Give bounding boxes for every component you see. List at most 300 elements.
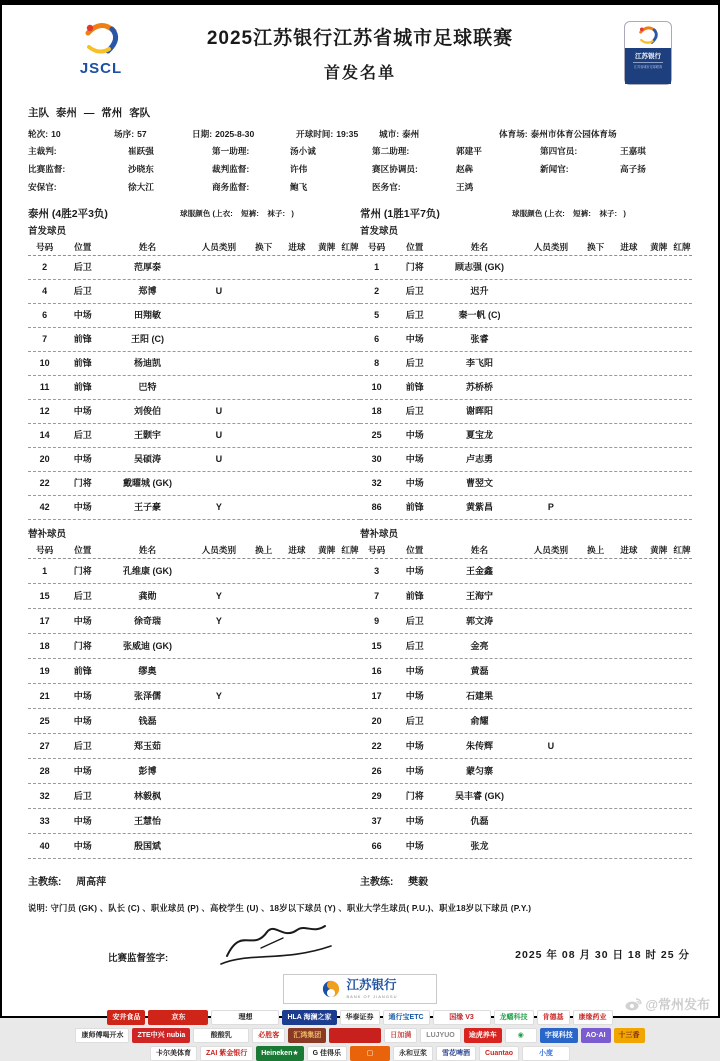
player-rc (340, 809, 360, 833)
player-sub (579, 659, 612, 683)
player-pos: 中场 (405, 666, 424, 676)
official-value: 高子扬 (620, 164, 646, 174)
coaches-bar (28, 873, 692, 888)
player-yc (313, 472, 340, 495)
player-row (28, 400, 360, 424)
player-row (28, 684, 360, 709)
weibo-watermark (625, 994, 710, 1013)
player-rc (340, 834, 360, 858)
player-rc (672, 834, 692, 858)
player-yc (645, 256, 672, 279)
official-label: 新闻官: (540, 164, 569, 174)
player-row (28, 448, 360, 472)
player-num: 32 (371, 478, 382, 488)
player-row (28, 424, 360, 448)
sponsor-chip: 必胜客 (252, 1028, 285, 1043)
sponsor-chip: Heineken★ (256, 1046, 303, 1061)
away-name-record: 常州 (1胜1平7负) (360, 208, 440, 220)
player-num: 19 (39, 666, 50, 676)
sponsor-row-2 (28, 1028, 692, 1043)
player-sub (247, 759, 280, 783)
player-goal (280, 280, 313, 303)
player-goal (280, 376, 313, 399)
player-goal (612, 834, 645, 858)
player-row (360, 759, 692, 784)
player-goal (612, 584, 645, 608)
player-rc (340, 328, 360, 351)
home-starters-label: 首发球员 (28, 226, 67, 237)
sponsor-chip: 安井食品 (107, 1010, 145, 1025)
sponsor-chip (329, 1028, 381, 1043)
player-rc (672, 352, 692, 375)
player-row (360, 559, 692, 584)
player-cat (191, 709, 247, 733)
player-cat: Y (215, 691, 222, 701)
player-rc (340, 424, 360, 447)
player-name: 郑玉茹 (133, 741, 161, 751)
player-pos: 中场 (405, 430, 424, 440)
player-sub (579, 559, 612, 583)
player-pos: 中场 (73, 841, 92, 851)
player-sub (579, 784, 612, 808)
home-coach (28, 873, 360, 888)
player-name: 刘俊伯 (133, 406, 161, 416)
player-name: 殷国斌 (133, 841, 161, 851)
player-yc (313, 496, 340, 519)
official-label: 第四官员: (540, 146, 578, 156)
away-kit-colors: 球服颜色 (上衣: 短裤: 袜子: ) (512, 209, 626, 218)
player-goal (612, 784, 645, 808)
official-label: 商务监督: (212, 182, 250, 192)
player-cat (523, 256, 579, 279)
player-rc (672, 784, 692, 808)
player-pos: 前锋 (73, 358, 92, 368)
player-row (360, 496, 692, 520)
starters-tables (28, 239, 692, 520)
away-subs-table (360, 542, 692, 859)
player-sub (579, 609, 612, 633)
player-goal (280, 352, 313, 375)
starters-label-bar (28, 225, 692, 239)
home-kit-colors: 球服颜色 (上衣: 短裤: 袜子: ) (180, 209, 294, 218)
away-subs-rows (360, 559, 692, 859)
player-row (28, 328, 360, 352)
player-cat (523, 328, 579, 351)
player-pos: 门将 (405, 791, 424, 801)
col-header-name: 姓名 (138, 545, 157, 555)
player-yc (645, 304, 672, 327)
player-name: 仇磊 (470, 816, 489, 826)
official-value: 崔跃强 (128, 146, 154, 156)
player-num: 32 (39, 791, 50, 801)
player-cat: Y (215, 591, 222, 601)
player-rc (340, 472, 360, 495)
player-pos: 后卫 (73, 741, 92, 751)
player-sub (247, 709, 280, 733)
player-cat (191, 559, 247, 583)
player-num: 1 (42, 566, 48, 576)
player-num: 27 (39, 741, 50, 751)
player-goal (612, 304, 645, 327)
player-name: 曹翌文 (465, 478, 493, 488)
player-pos: 后卫 (73, 262, 92, 272)
bank-of-jiangsu-logo (283, 974, 437, 1004)
player-num: 66 (371, 841, 382, 851)
player-yc (313, 634, 340, 658)
player-goal (612, 496, 645, 519)
player-cat (191, 734, 247, 758)
col-header-red: 红牌 (673, 242, 691, 252)
player-rc (672, 734, 692, 758)
player-num: 12 (39, 406, 50, 416)
supervisor-signature (213, 918, 343, 968)
player-goal (612, 759, 645, 783)
player-sub (247, 609, 280, 633)
player-row (360, 784, 692, 809)
player-row (28, 809, 360, 834)
player-name: 龚勋 (138, 591, 157, 601)
player-rc (340, 496, 360, 519)
player-sub (247, 472, 280, 495)
home-coach-name: 周高萍 (76, 877, 107, 888)
watermark-text: @常州发布 (645, 997, 710, 1012)
official-label: 第一助理: (212, 146, 250, 156)
player-sub (579, 684, 612, 708)
official-label: 赛区协调员: (372, 164, 418, 174)
player-num: 3 (374, 566, 380, 576)
player-row (360, 584, 692, 609)
player-pos: 后卫 (405, 286, 424, 296)
player-pos: 后卫 (405, 616, 424, 626)
player-rc (340, 448, 360, 471)
player-num: 15 (371, 641, 382, 651)
player-pos: 中场 (405, 454, 424, 464)
player-rc (340, 584, 360, 608)
official-label: 医务官: (372, 182, 401, 192)
player-num: 20 (371, 716, 382, 726)
player-sub (579, 809, 612, 833)
supervisor-sign-label: 比赛监督签字: (108, 953, 169, 964)
away-subs-header (360, 542, 692, 559)
player-yc (313, 256, 340, 279)
player-rc (672, 424, 692, 447)
official-value: 沙晓东 (128, 164, 154, 174)
official-value: 赵犇 (456, 164, 474, 174)
bank-name: 江苏银行 (346, 978, 397, 993)
sponsor-chip: 理想 (211, 1010, 279, 1025)
player-name: 张威迪 (GK) (123, 641, 172, 651)
player-row (28, 496, 360, 520)
player-name: 金亮 (470, 641, 489, 651)
player-sub (579, 376, 612, 399)
player-sub (579, 328, 612, 351)
player-row (360, 634, 692, 659)
player-num: 15 (39, 591, 50, 601)
player-name: 俞耀 (470, 716, 489, 726)
player-num: 22 (371, 741, 382, 751)
player-cat: P (547, 502, 554, 512)
player-yc (313, 352, 340, 375)
badge-league-line: 江苏省城市足球联赛 (633, 65, 663, 69)
player-pos: 前锋 (73, 666, 92, 676)
player-goal (280, 584, 313, 608)
player-pos: 前锋 (405, 382, 424, 392)
player-pos: 中场 (73, 766, 92, 776)
col-header-yellow: 黄牌 (318, 545, 336, 555)
away-label: 客队 (129, 107, 151, 119)
away-subs-label: 替补球员 (360, 529, 399, 540)
col-header-yellow: 黄牌 (650, 242, 668, 252)
player-rc (672, 472, 692, 495)
col-header-num: 号码 (35, 545, 54, 555)
away-starters-header (360, 239, 692, 256)
player-name: 王子豪 (133, 502, 161, 512)
sponsor-chip: 国缘 V3 (433, 1010, 491, 1025)
player-yc (313, 709, 340, 733)
officials-grid (28, 142, 692, 196)
player-num: 2 (374, 286, 380, 296)
player-cat: U (215, 406, 223, 416)
official-label: 第二助理: (372, 146, 410, 156)
player-goal (280, 256, 313, 279)
player-name: 迟升 (470, 286, 489, 296)
sponsor-chip: 宇视科技 (540, 1028, 578, 1043)
player-row (28, 784, 360, 809)
sponsor-chip: 京东 (148, 1010, 208, 1025)
player-sub (247, 784, 280, 808)
player-cat (523, 809, 579, 833)
player-goal (612, 734, 645, 758)
player-num: 40 (39, 841, 50, 851)
player-row (28, 659, 360, 684)
player-yc (313, 400, 340, 423)
jscl-logo-icon (78, 19, 124, 57)
home-subs-table (28, 542, 360, 859)
player-num: 11 (39, 382, 50, 392)
player-rc (340, 256, 360, 279)
sponsor-chip: HLA 海澜之家 (282, 1010, 336, 1025)
player-sub (247, 496, 280, 519)
player-rc (340, 784, 360, 808)
player-cat (523, 376, 579, 399)
away-starters-label: 首发球员 (360, 226, 399, 237)
player-row (28, 472, 360, 496)
player-rc (672, 609, 692, 633)
player-yc (313, 559, 340, 583)
player-goal (612, 280, 645, 303)
player-yc (313, 834, 340, 858)
sponsor-chip: 日加满 (384, 1028, 417, 1043)
info-stadium: 体育场: 泰州市体育公园体育场 (499, 129, 617, 139)
away-starters-table (360, 239, 692, 520)
player-name: 王海宁 (465, 591, 493, 601)
player-cat (523, 709, 579, 733)
player-goal (280, 304, 313, 327)
player-rc (672, 634, 692, 658)
player-goal (612, 328, 645, 351)
player-rc (672, 496, 692, 519)
col-header-goal: 进球 (620, 242, 638, 252)
player-goal (612, 659, 645, 683)
col-header-num: 号码 (367, 545, 386, 555)
player-sub (247, 448, 280, 471)
player-cat (523, 634, 579, 658)
player-pos: 后卫 (405, 358, 424, 368)
league-bank-badge (624, 21, 672, 85)
player-row (28, 709, 360, 734)
player-row (28, 376, 360, 400)
official-value (620, 178, 692, 196)
player-sub (247, 659, 280, 683)
player-row (360, 280, 692, 304)
player-row (360, 400, 692, 424)
player-rc (672, 280, 692, 303)
sponsor-chip: 康缘药业 (573, 1010, 613, 1025)
player-yc (645, 734, 672, 758)
player-name: 钱磊 (138, 716, 157, 726)
player-pos: 后卫 (405, 716, 424, 726)
player-num: 7 (42, 334, 48, 344)
player-row (28, 584, 360, 609)
signature-block (28, 918, 692, 970)
player-num: 18 (39, 641, 50, 651)
player-pos: 后卫 (405, 310, 424, 320)
player-name: 林毅枫 (133, 791, 161, 801)
player-pos: 中场 (405, 334, 424, 344)
player-sub (579, 634, 612, 658)
player-cat (523, 472, 579, 495)
player-rc (672, 684, 692, 708)
col-header-cat: 人员类别 (201, 242, 237, 252)
player-yc (645, 659, 672, 683)
player-num: 86 (371, 502, 382, 512)
player-row (360, 424, 692, 448)
player-pos: 后卫 (73, 430, 92, 440)
player-name: 田翔敏 (133, 310, 161, 320)
player-rc (672, 584, 692, 608)
sponsor-chip: 华泰证券 (340, 1010, 380, 1025)
player-num: 29 (371, 791, 382, 801)
player-yc (645, 448, 672, 471)
player-goal (280, 609, 313, 633)
player-goal (612, 634, 645, 658)
player-row (360, 609, 692, 634)
player-sub (247, 809, 280, 833)
player-pos: 中场 (73, 616, 92, 626)
sponsor-logos (28, 1010, 692, 1061)
player-sub (247, 328, 280, 351)
player-sub (579, 352, 612, 375)
player-yc (645, 559, 672, 583)
col-header-pos: 位置 (406, 242, 424, 252)
official-label: 比赛监督: (28, 164, 66, 174)
player-num: 25 (371, 430, 382, 440)
player-sub (247, 559, 280, 583)
player-cat (523, 584, 579, 608)
badge-logo-icon (625, 22, 671, 48)
info-kickoff: 开球时间: 19:35 (296, 129, 359, 139)
player-cat: U (215, 430, 223, 440)
away-starters-rows (360, 256, 692, 520)
player-yc (645, 352, 672, 375)
player-rc (340, 304, 360, 327)
player-name: 顾志强 (GK) (455, 262, 504, 272)
player-num: 14 (39, 430, 50, 440)
player-name: 谢晖阳 (465, 406, 493, 416)
officials-row (28, 142, 692, 160)
player-name: 王金鑫 (465, 566, 493, 576)
player-sub (579, 472, 612, 495)
player-num: 26 (371, 766, 382, 776)
col-header-sub: 换上 (255, 545, 273, 555)
home-starters-header (28, 239, 360, 256)
away-coach-label: 主教练: (360, 877, 394, 888)
player-yc (313, 759, 340, 783)
player-goal (280, 834, 313, 858)
player-name: 巴特 (138, 382, 157, 392)
official-value: 王鸿 (456, 182, 474, 192)
player-name: 卢志勇 (465, 454, 493, 464)
player-name: 苏桥桥 (465, 382, 493, 392)
home-record-half (28, 205, 360, 221)
player-num: 42 (39, 502, 50, 512)
player-goal (612, 472, 645, 495)
player-name: 蒙匀寨 (465, 766, 493, 776)
player-pos: 中场 (73, 716, 92, 726)
player-goal (280, 784, 313, 808)
player-cat (191, 376, 247, 399)
player-name: 秦一帆 (C) (458, 310, 501, 320)
player-cat (523, 352, 579, 375)
player-goal (612, 352, 645, 375)
player-cat: Y (215, 616, 222, 626)
player-sub (247, 584, 280, 608)
official-label: 主裁判: (28, 146, 57, 156)
player-name: 张龙 (470, 841, 489, 851)
player-sub (247, 834, 280, 858)
player-row (28, 609, 360, 634)
player-rc (672, 659, 692, 683)
player-cat (523, 834, 579, 858)
player-goal (280, 424, 313, 447)
away-coach (360, 873, 692, 888)
player-name: 吴硕涛 (133, 454, 161, 464)
sponsor-chip: 通行宝ETC (383, 1010, 430, 1025)
player-num: 18 (371, 406, 382, 416)
player-rc (340, 352, 360, 375)
sponsor-chip: AO·AI (581, 1028, 611, 1043)
player-num: 2 (42, 262, 48, 272)
home-coach-label: 主教练: (28, 877, 62, 888)
player-goal (280, 448, 313, 471)
player-sub (579, 734, 612, 758)
player-pos: 前锋 (73, 382, 92, 392)
player-row (28, 280, 360, 304)
bank-logo-icon (322, 980, 340, 998)
player-sub (247, 352, 280, 375)
player-num: 1 (374, 262, 380, 272)
player-goal (612, 609, 645, 633)
player-sub (247, 376, 280, 399)
sponsor-chip: 雪花啤酒 (436, 1046, 476, 1061)
sponsor-chip: 十三香 (614, 1028, 645, 1043)
player-name: 石建果 (465, 691, 493, 701)
player-num: 4 (42, 286, 48, 296)
badge-bank-name: 江苏银行 (635, 53, 661, 60)
player-pos: 前锋 (73, 334, 92, 344)
col-header-yellow: 黄牌 (650, 545, 668, 555)
player-row (360, 448, 692, 472)
